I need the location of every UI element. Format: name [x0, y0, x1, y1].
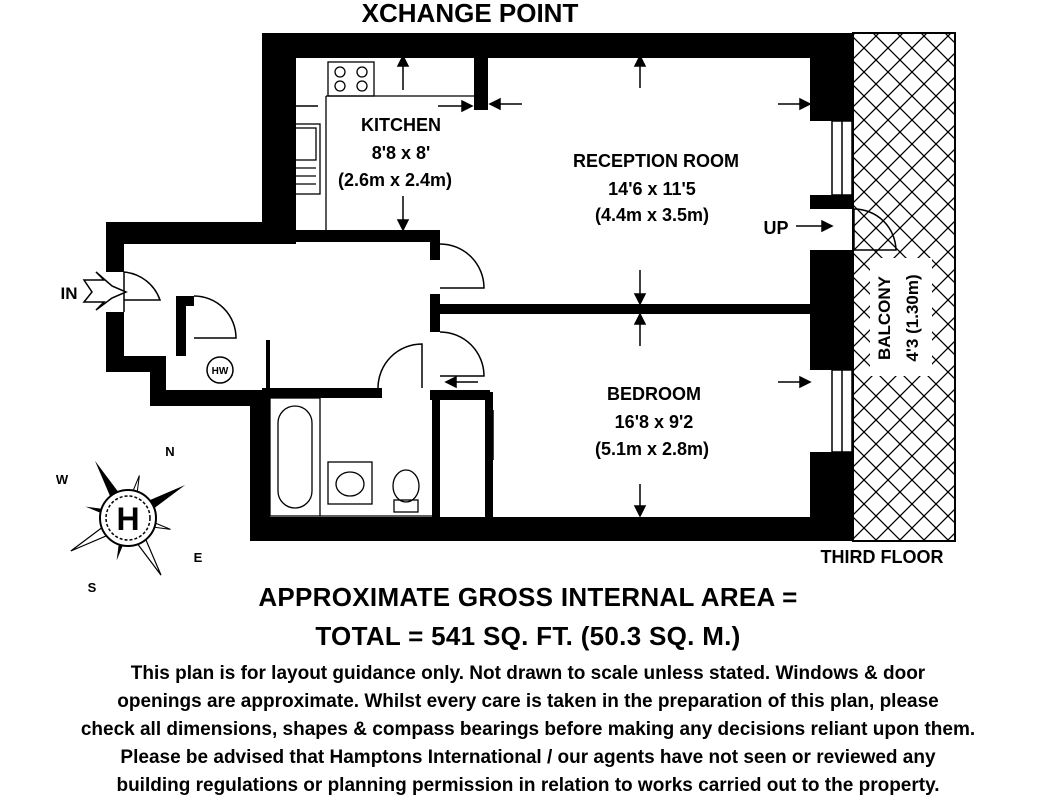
disclaimer-line: openings are approximate. Whilst every care is taken in the preparation of this plan, please: [117, 691, 939, 712]
up-label: UP: [763, 218, 789, 238]
reception-imperial: 14'6 x 11'5: [608, 179, 696, 199]
plan-title: XCHANGE POINT: [361, 0, 579, 28]
doors: [124, 209, 896, 460]
area-heading: APPROXIMATE GROSS INTERNAL AREA =: [258, 582, 798, 612]
bedroom-imperial: 16'8 x 9'2: [614, 412, 694, 432]
disclaimer-line: building regulations or planning permission in relation to works carried out to the property.: [116, 775, 940, 796]
entry-label: IN: [60, 284, 78, 303]
kitchen-imperial: 8'8 x 8': [371, 143, 431, 163]
bathroom-fittings: [270, 398, 432, 516]
hot-water-cylinder: [207, 357, 233, 383]
disclaimer-line: check all dimensions, shapes & compass bearings before making any decisions reliant upon them.: [80, 719, 976, 740]
bedroom-name: BEDROOM: [607, 384, 701, 404]
compass-w: W: [55, 472, 69, 487]
kitchen-name: KITCHEN: [361, 115, 441, 135]
entry-arrow-icon: [84, 272, 126, 310]
bedroom-metric: (5.1m x 2.8m): [594, 439, 710, 459]
hw-label: HW: [211, 366, 229, 377]
reception-name: RECEPTION ROOM: [572, 151, 740, 171]
balcony-name: BALCONY: [875, 275, 894, 361]
compass-e: E: [193, 550, 203, 565]
kitchen-label: [338, 115, 452, 190]
floor-label: THIRD FLOOR: [820, 547, 944, 567]
reception-label: [573, 151, 739, 225]
area-total: TOTAL = 541 SQ. FT. (50.3 SQ. M.): [315, 621, 741, 651]
disclaimer-line: This plan is for layout guidance only. Not drawn to scale unless stated. Windows & door: [130, 663, 926, 684]
bedroom-label: [595, 384, 709, 459]
reception-metric: (4.4m x 3.5m): [594, 205, 710, 225]
compass-n: N: [165, 444, 175, 459]
disclaimer-line: Please be advised that Hamptons International / our agents have not seen or reviewed any: [120, 747, 936, 768]
compass-s: S: [87, 580, 97, 595]
balcony-size: 4'3 (1.30m): [903, 274, 922, 362]
kitchen-metric: (2.6m x 2.4m): [337, 170, 453, 190]
compass-center: H: [116, 501, 140, 537]
